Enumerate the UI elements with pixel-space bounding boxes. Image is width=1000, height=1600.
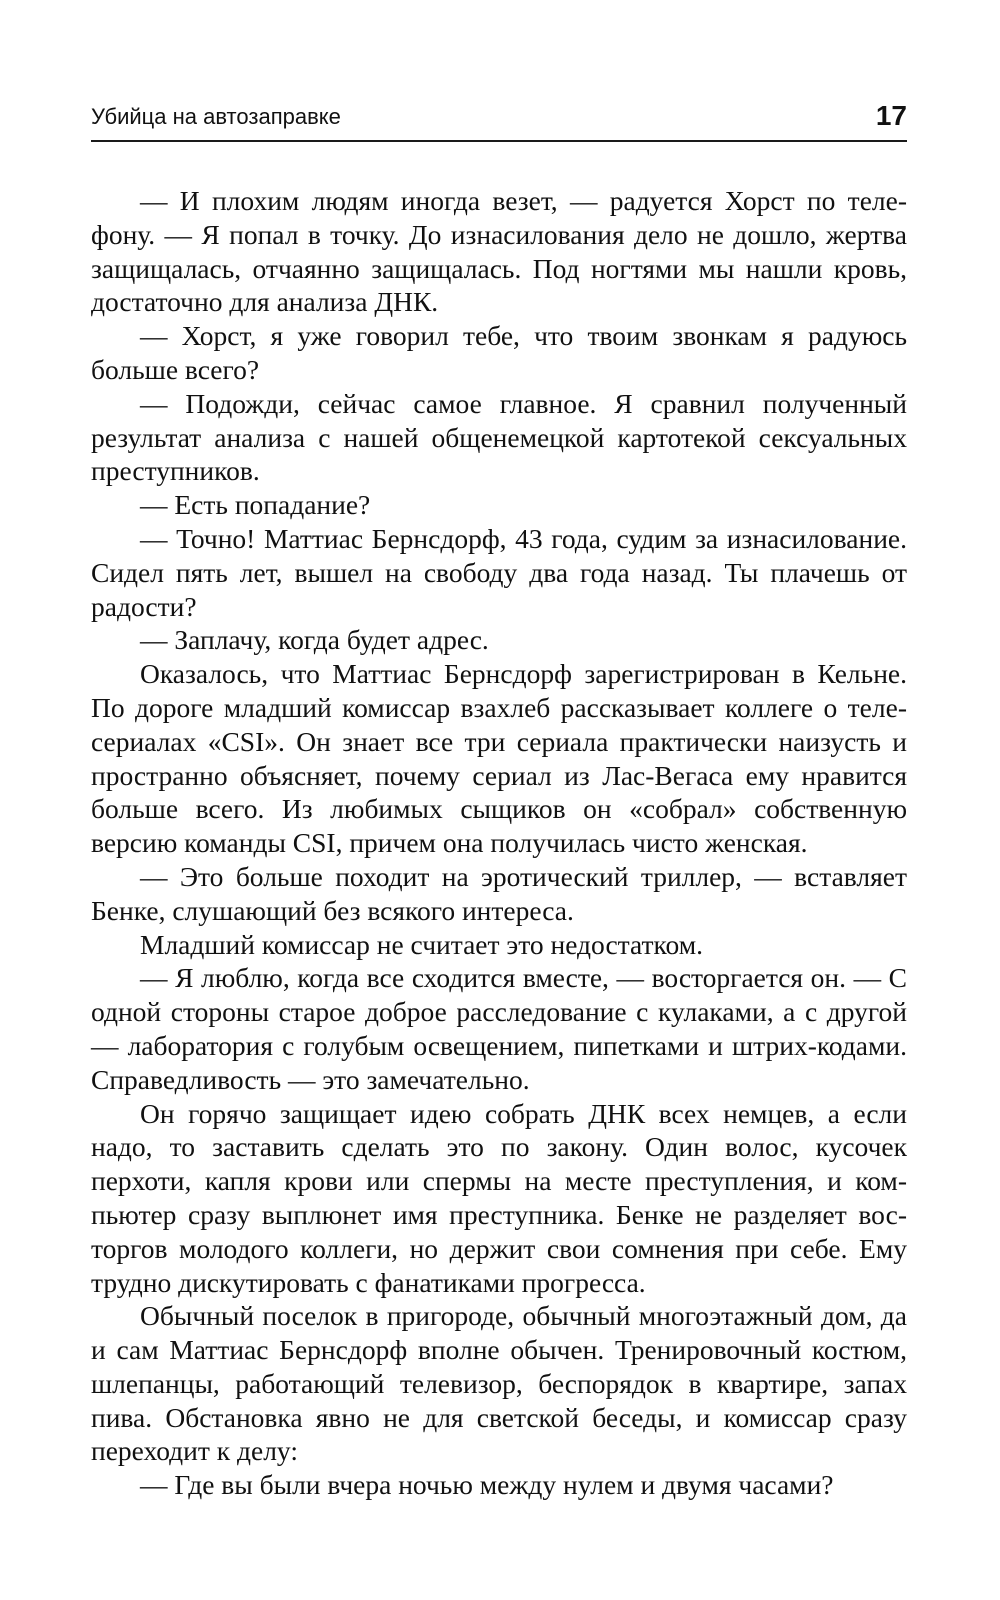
paragraph: Младший комиссар не считает это недостатком. bbox=[140, 928, 704, 960]
paragraph: — Есть попадание? bbox=[140, 489, 371, 521]
paragraph: — Где вы были вчера ночью между нулем и двумя часами? bbox=[140, 1469, 834, 1501]
paragraph: — Это больше походит на эротический триллер, — вставляет Бенке, слушающий без всякого интереса. bbox=[91, 860, 907, 926]
paragraph: — Заплачу, когда будет адрес. bbox=[140, 624, 489, 656]
paragraph: — Точно! Маттиас Бернсдорф, 43 года, судим за изнасилование. Сидел пять лет, вышел на свободу два года назад. Ты плачешь от радости? bbox=[91, 522, 907, 622]
running-header bbox=[91, 100, 907, 142]
body-text bbox=[91, 184, 907, 1502]
paragraph: — Подожди, сейчас самое главное. Я сравнил полученный результат анализа с нашей общенемецкой картотекой сексуальных преступников. bbox=[91, 387, 907, 487]
paragraph: — Я люблю, когда все сходится вместе, — восторгается он. — С одной стороны старое доброе расследование с кулаками, а с другой — лаборатория с голубым освещением, пипетками и штрих-кодами. Справедливость — это замечательно. bbox=[91, 962, 907, 1095]
paragraph: Обычный поселок в пригороде, обычный многоэтажный дом, да и сам Маттиас Бернсдорф вполне обычен. Тренировочный костюм, шлепанцы, работающий телевизор, беспорядок в квартире, запах пива. Обстановка явно не для светской беседы, и комиссар сразу переходит к делу: bbox=[91, 1300, 907, 1467]
paragraph: — И плохим людям иногда везет, — радуется Хорст по телефону. — Я попал в точку. До изнасилования дело не дошло, жертва защищалась, отчаянно защищалась. Под ногтями мы нашли кровь, достаточно для анализа ДНК. bbox=[91, 185, 907, 318]
running-title: Убийца на автозаправке bbox=[91, 104, 341, 129]
paragraph: — Хорст, я уже говорил тебе, что твоим звонкам я радуюсь больше всего? bbox=[91, 320, 907, 385]
page-number: 17 bbox=[875, 100, 907, 131]
paragraph: Оказалось, что Маттиас Бернсдорф зарегистрирован в Кельне. По дороге младший комиссар взахлеб рассказывает коллеге о телесериалах «CSI». Он знает все три сериала практически наизусть и пространно объясняет, почему сериал из Лас-Вегаса ему нравится больше всего. Из любимых сыщиков он «собрал» собственную версию команды CSI, причем она получилась чисто женская. bbox=[91, 658, 907, 859]
paragraph: Он горячо защищает идею собрать ДНК всех немцев, а если надо, то заставить сделать это по закону. Один волос, кусочек перхоти, капля крови или спермы на месте преступления, и компьютер сразу выплюнет имя преступника. Бенке не разделяет восторгов молодого коллеги, но держит свои сомнения при себе. Ему трудно дискутировать с фанатиками прогресса. bbox=[91, 1097, 907, 1298]
